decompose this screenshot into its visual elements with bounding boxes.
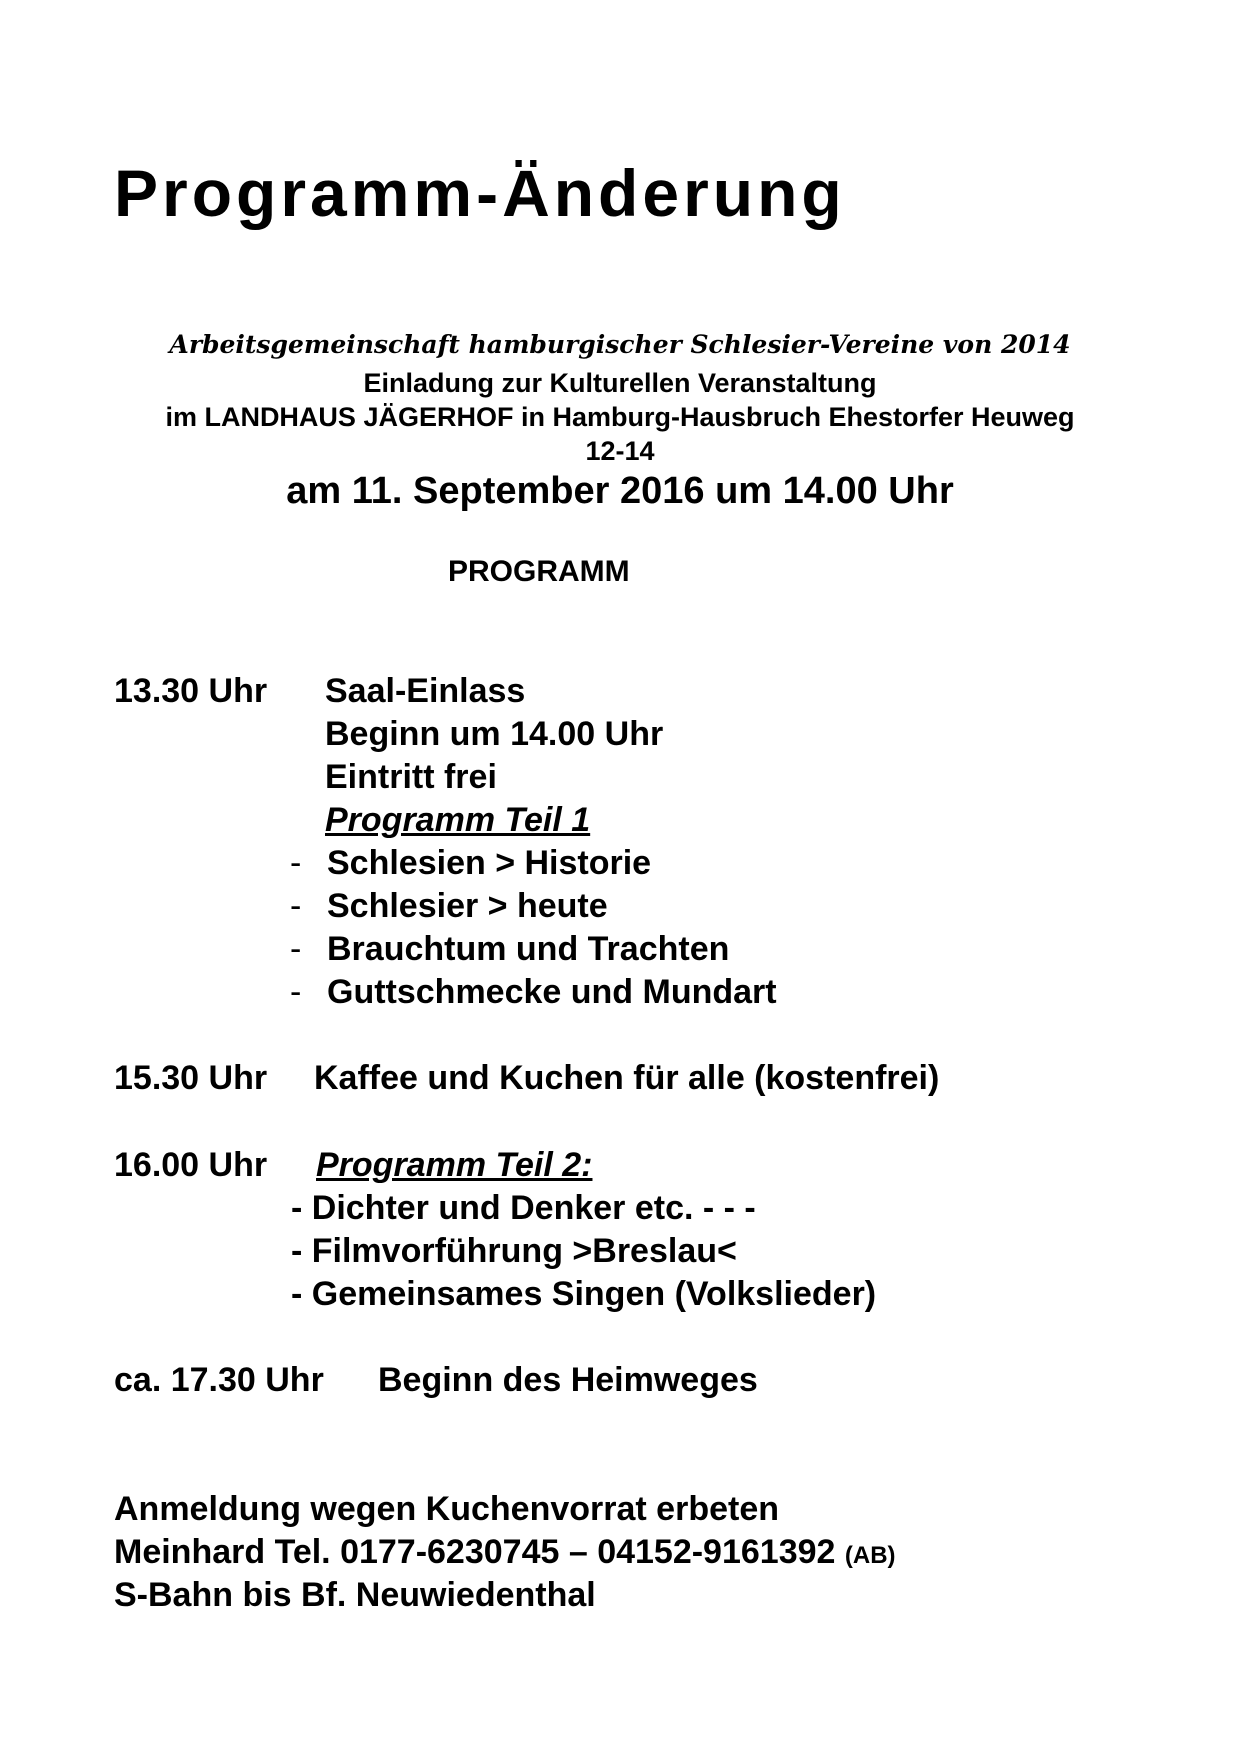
venue-line: im LANDHAUS JÄGERHOF in Hamburg-Hausbruch Ehestorfer Heuweg <box>165 402 1075 432</box>
list-item: - Filmvorführung >Breslau< <box>291 1232 737 1270</box>
footer-transport: S-Bahn bis Bf. Neuwiedenthal <box>114 1576 596 1614</box>
footer-contact <box>114 1535 896 1569</box>
list-item <box>290 844 652 882</box>
block1-time: 13.30 Uhr <box>114 672 268 710</box>
block4-time: ca. 17.30 Uhr <box>114 1361 324 1399</box>
block1-line2: Beginn um 14.00 Uhr <box>325 715 664 753</box>
list-dash: - <box>290 930 302 968</box>
list-dash: - <box>290 973 302 1011</box>
footer-registration: Anmeldung wegen Kuchenvorrat erbeten <box>114 1490 779 1528</box>
list-item: - Dichter und Denker etc. - - - <box>291 1189 756 1227</box>
block1-line3: Eintritt frei <box>325 758 497 796</box>
list-item <box>290 973 777 1011</box>
program-heading: PROGRAMM <box>448 555 630 588</box>
footer-phone: Meinhard Tel. 0177-6230745 – 04152-9161392 <box>114 1533 836 1571</box>
list-item-text: Schlesien > Historie <box>327 844 652 882</box>
list-dash: - <box>290 887 302 925</box>
invitation-line: Einladung zur Kulturellen Veranstaltung <box>363 368 877 398</box>
list-item-text: Schlesier > heute <box>327 887 608 925</box>
event-date: am 11. September 2016 um 14.00 Uhr <box>286 470 954 512</box>
list-item <box>290 887 608 925</box>
block3-part-label: Programm Teil 2: <box>316 1146 593 1184</box>
page-title: Programm-Änderung <box>114 156 846 230</box>
venue-line-2: 12-14 <box>585 436 655 466</box>
list-item: - Gemeinsames Singen (Volkslieder) <box>291 1275 877 1313</box>
block2-time: 15.30 Uhr <box>114 1059 268 1097</box>
organization-name: Arbeitsgemeinschaft hamburgischer Schlesier-Vereine von 2014 <box>169 330 1071 359</box>
list-item <box>290 930 730 968</box>
list-dash: - <box>290 844 302 882</box>
block3-time: 16.00 Uhr <box>114 1146 268 1184</box>
block2-text: Kaffee und Kuchen für alle (kostenfrei) <box>314 1059 940 1097</box>
list-item-text: Brauchtum und Trachten <box>327 930 730 968</box>
footer-phone-note: (AB) <box>844 1542 896 1569</box>
block1-line1: Saal-Einlass <box>325 672 526 710</box>
block4-text: Beginn des Heimweges <box>378 1361 758 1399</box>
block1-part-label: Programm Teil 1 <box>325 801 591 839</box>
list-item-text: Guttschmecke und Mundart <box>327 973 777 1011</box>
